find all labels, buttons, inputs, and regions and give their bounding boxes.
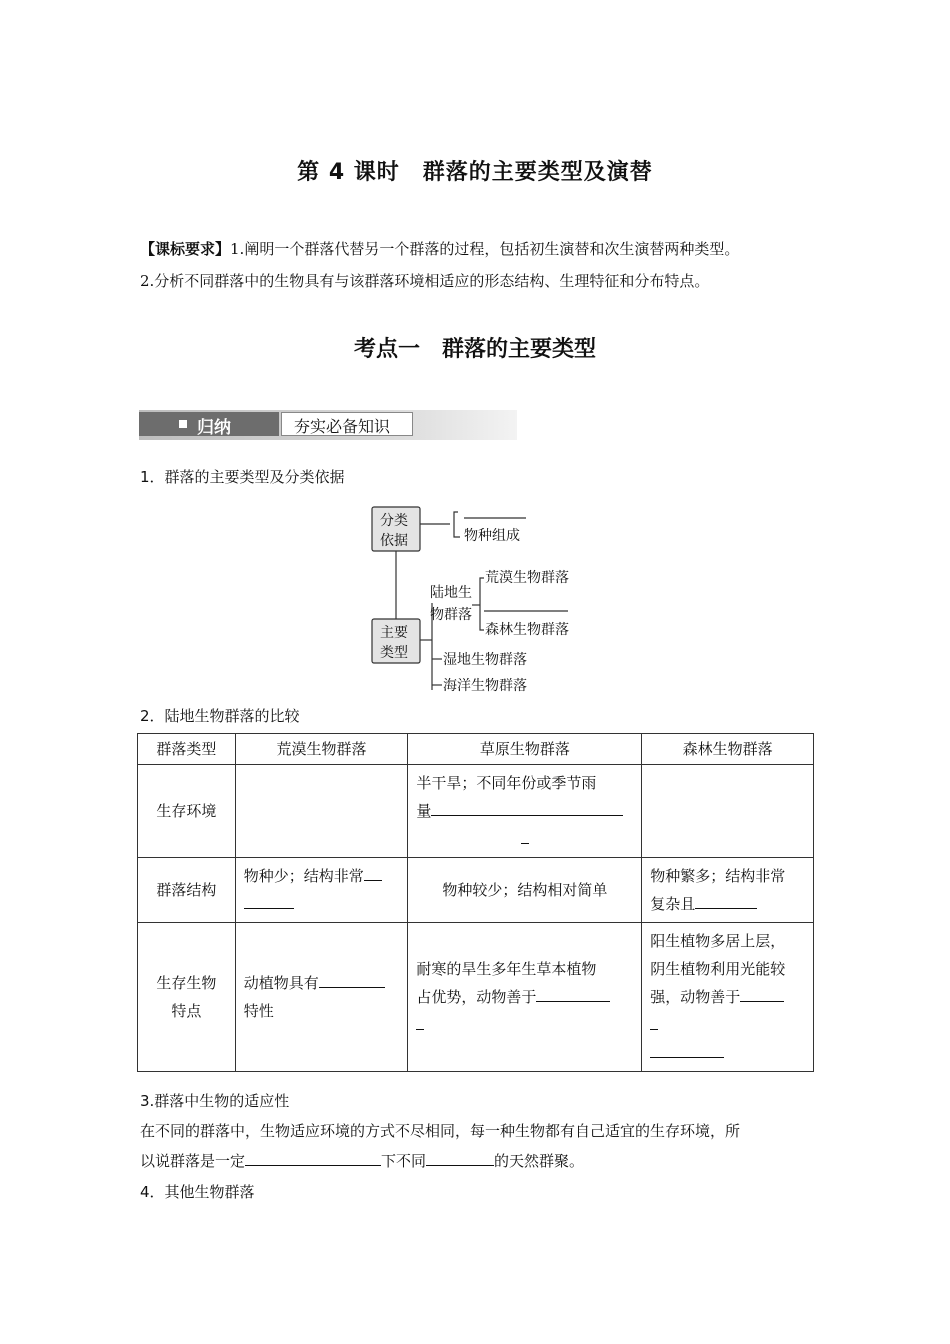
land-line-1: 陆地生	[430, 585, 472, 601]
fill-blank	[695, 893, 757, 909]
other-item-1: 湿地生物群落	[443, 652, 527, 668]
header-cell: 荒漠生物群落	[235, 734, 408, 765]
row-label: 群落结构	[138, 858, 236, 923]
fill-blank	[416, 1014, 424, 1030]
page-title: 第 4 课时 群落的主要类型及演替	[297, 160, 653, 185]
comparison-table	[137, 733, 814, 1072]
fill-blank	[319, 972, 385, 988]
heading-4: 4．其他生物群落	[140, 1183, 255, 1201]
fill-blank	[650, 1042, 724, 1058]
heading-3: 3.群落中生物的适应性	[140, 1092, 290, 1110]
fill-blank	[650, 1014, 658, 1030]
heading-2: 2．陆地生物群落的比较	[140, 707, 300, 725]
table-cell: 动植物具有 特性	[235, 923, 408, 1072]
table-row	[138, 765, 814, 858]
table-cell: 物种繁多；结构非常 复杂且	[642, 858, 814, 923]
banner-label-dark: 归纳	[139, 412, 279, 436]
paragraph-3-line-2: 以说群落是一定 下不同 的天然群聚。	[140, 1152, 585, 1170]
header-cell: 群落类型	[138, 734, 236, 765]
section-title: 考点一 群落的主要类型	[353, 337, 596, 362]
table-cell	[235, 765, 408, 858]
table-header-row	[138, 734, 814, 765]
row-label: 生存生物 特点	[138, 923, 236, 1072]
basis-line-2: 依据	[380, 533, 408, 549]
other-item-2: 海洋生物群落	[443, 678, 527, 694]
row-label: 生存环境	[138, 765, 236, 858]
basis-line-1: 分类	[380, 513, 408, 529]
types-line-1: 主要	[380, 625, 408, 641]
table-cell: 物种少；结构非常	[235, 858, 408, 923]
table-row	[138, 858, 814, 923]
land-item-3: 森林生物群落	[485, 622, 569, 638]
header-cell: 森林生物群落	[642, 734, 814, 765]
table-cell	[642, 765, 814, 858]
fill-blank	[521, 828, 529, 844]
requirement-label: 【课标要求】	[140, 240, 231, 258]
fill-blank	[426, 1150, 494, 1166]
table-row	[138, 923, 814, 1072]
types-line-2: 类型	[380, 645, 408, 661]
table-cell: 半干旱；不同年份或季节雨 量	[408, 765, 642, 858]
fill-blank	[245, 1150, 381, 1166]
heading-1: 1．群落的主要类型及分类依据	[140, 468, 345, 486]
fill-blank	[244, 893, 294, 909]
banner-label-box: 夯实必备知识	[281, 412, 413, 436]
requirement-line-1: 【课标要求】1.阐明一个群落代替另一个群落的过程，包括初生演替和次生演替两种类型。	[140, 240, 740, 258]
paragraph-3-line-1: 在不同的群落中，生物适应环境的方式不尽相同，每一种生物都有自己适宜的生存环境，所	[140, 1122, 741, 1140]
table-cell: 物种较少；结构相对简单	[408, 858, 642, 923]
fill-blank	[536, 986, 610, 1002]
land-line-2: 物群落	[430, 607, 472, 623]
basis-item-2: 物种组成	[464, 528, 520, 544]
fill-blank	[431, 800, 623, 816]
requirement-line-2: 2.分析不同群落中的生物具有与该群落环境相适应的形态结构、生理特征和分布特点。	[140, 272, 710, 290]
table-cell: 耐寒的旱生多年生草本植物 占优势，动物善于	[408, 923, 642, 1072]
fill-blank	[364, 865, 382, 881]
fill-blank	[740, 986, 784, 1002]
table-cell: 阳生植物多居上层， 阴生植物利用光能较 强，动物善于	[642, 923, 814, 1072]
header-cell: 草原生物群落	[408, 734, 642, 765]
land-item-1: 荒漠生物群落	[485, 570, 569, 586]
